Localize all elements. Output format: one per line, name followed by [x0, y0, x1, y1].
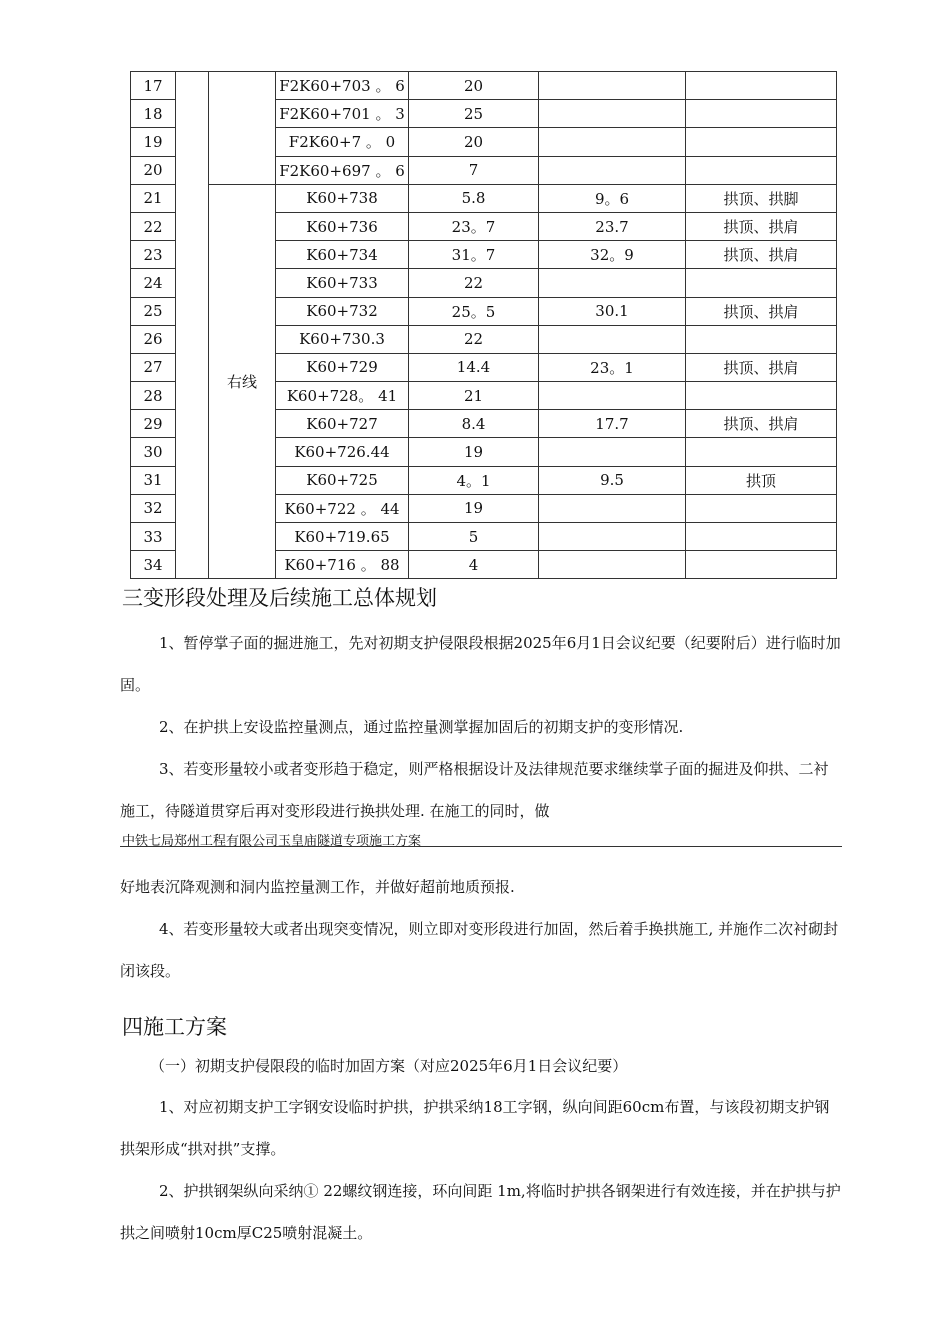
row-number-cell: 17 [131, 72, 176, 100]
value-cell-2: 23.7 [539, 212, 686, 240]
paragraph-3: 3、若变形量较小或者变形趋于稳定，则严格根据设计及法律规范要求继续掌子面的掘进及仰拱、二衬施工，待隧道贯穿后再对变形段进行换拱处理. 在施工的同时，做 [120, 760, 829, 820]
value-cell: 22 [409, 325, 539, 353]
chainage-cell: K60+722 。 44 [276, 494, 409, 522]
section-3-body [120, 622, 842, 832]
position-note-cell: 拱顶、拱脚 [686, 184, 837, 212]
table-row [131, 184, 837, 212]
value-cell: 23。7 [409, 212, 539, 240]
value-cell: 7 [409, 156, 539, 184]
position-note-cell [686, 438, 837, 466]
row-number-cell: 26 [131, 325, 176, 353]
position-note-cell [686, 325, 837, 353]
value-cell-2 [539, 325, 686, 353]
position-note-cell [686, 551, 837, 579]
value-cell: 14.4 [409, 353, 539, 381]
chainage-cell: F2K60+701 。 3 [276, 100, 409, 128]
value-cell-2 [539, 523, 686, 551]
value-cell: 5 [409, 523, 539, 551]
line-label-cell: 右线 [209, 184, 276, 579]
row-number-cell: 18 [131, 100, 176, 128]
value-cell: 21 [409, 382, 539, 410]
position-note-cell [686, 269, 837, 297]
row-number-cell: 33 [131, 523, 176, 551]
value-cell: 20 [409, 72, 539, 100]
chainage-cell: K60+727 [276, 410, 409, 438]
row-number-cell: 28 [131, 382, 176, 410]
row-number-cell: 27 [131, 353, 176, 381]
value-cell-2: 9。6 [539, 184, 686, 212]
value-cell-2: 17.7 [539, 410, 686, 438]
value-cell: 8.4 [409, 410, 539, 438]
value-cell-2 [539, 551, 686, 579]
chainage-cell: K60+730.3 [276, 325, 409, 353]
row-number-cell: 22 [131, 212, 176, 240]
chainage-cell: F2K60+7 。 0 [276, 128, 409, 156]
value-cell: 4。1 [409, 466, 539, 494]
chainage-cell: K60+716 。 88 [276, 551, 409, 579]
position-note-cell [686, 494, 837, 522]
value-cell-2 [539, 269, 686, 297]
value-cell: 19 [409, 438, 539, 466]
chainage-cell: K60+732 [276, 297, 409, 325]
position-note-cell [686, 156, 837, 184]
chainage-cell: K60+733 [276, 269, 409, 297]
measurement-table [130, 71, 837, 579]
line-cell-upper [209, 72, 276, 185]
position-note-cell [686, 72, 837, 100]
value-cell-2 [539, 156, 686, 184]
table-row [131, 72, 837, 100]
position-note-cell: 拱顶、拱肩 [686, 353, 837, 381]
section-4-body [120, 1086, 842, 1254]
value-cell: 20 [409, 128, 539, 156]
section-4-paragraph-2: 2、护拱钢架纵向采纳① 22螺纹钢连接，环向间距 1m,将临时护拱各钢架进行有效连接，并在护拱与护拱之间喷射10cm厚C25喷射混凝土。 [120, 1182, 841, 1242]
position-note-cell: 拱顶、拱肩 [686, 241, 837, 269]
paragraph-3-end: 好地表沉降观测和洞内监控量测工作，并做好超前地质预报. [120, 878, 515, 896]
value-cell: 31。7 [409, 241, 539, 269]
position-note-cell: 拱顶 [686, 466, 837, 494]
position-note-cell [686, 382, 837, 410]
value-cell: 25 [409, 100, 539, 128]
value-cell-2: 30.1 [539, 297, 686, 325]
paragraph-4: 4、若变形量较大或者出现突变情况，则立即对变形段进行加固，然后着手换拱施工, 并施作二次衬砌封闭该段。 [120, 920, 839, 980]
row-number-cell: 25 [131, 297, 176, 325]
value-cell-2 [539, 382, 686, 410]
section-3-body-continued [120, 866, 842, 992]
section-4-heading: 四施工方案 [122, 1015, 227, 1039]
position-note-cell: 拱顶、拱肩 [686, 212, 837, 240]
row-number-cell: 19 [131, 128, 176, 156]
chainage-cell: K60+736 [276, 212, 409, 240]
row-number-cell: 31 [131, 466, 176, 494]
row-number-cell: 24 [131, 269, 176, 297]
value-cell-2: 23。1 [539, 353, 686, 381]
chainage-cell: K60+738 [276, 184, 409, 212]
row-number-cell: 34 [131, 551, 176, 579]
value-cell: 4 [409, 551, 539, 579]
position-note-cell [686, 523, 837, 551]
subsection-1-title: （一）初期支护侵限段的临时加固方案（对应2025年6月1日会议纪要） [150, 1057, 628, 1075]
chainage-cell: F2K60+697 。 6 [276, 156, 409, 184]
value-cell: 19 [409, 494, 539, 522]
row-number-cell: 30 [131, 438, 176, 466]
chainage-cell: K60+719.65 [276, 523, 409, 551]
section-4-paragraph-1: 1、对应初期支护工字钢安设临时护拱，护拱采纳18工字钢，纵向间距60cm布置，与该段初期支护钢拱架形成“拱对拱”支撑。 [120, 1098, 830, 1158]
value-cell-2: 9.5 [539, 466, 686, 494]
row-number-cell: 32 [131, 494, 176, 522]
chainage-cell: K60+725 [276, 466, 409, 494]
value-cell-2 [539, 100, 686, 128]
blank-column-cell [176, 72, 209, 579]
chainage-cell: K60+729 [276, 353, 409, 381]
position-note-cell [686, 128, 837, 156]
value-cell-2 [539, 72, 686, 100]
row-number-cell: 20 [131, 156, 176, 184]
position-note-cell: 拱顶、拱肩 [686, 297, 837, 325]
value-cell: 5.8 [409, 184, 539, 212]
value-cell-2: 32。9 [539, 241, 686, 269]
position-note-cell [686, 100, 837, 128]
section-3-heading: 三变形段处理及后续施工总体规划 [122, 586, 437, 610]
value-cell-2 [539, 494, 686, 522]
value-cell: 25。5 [409, 297, 539, 325]
footer-divider [120, 846, 842, 847]
position-note-cell: 拱顶、拱肩 [686, 410, 837, 438]
paragraph-1: 1、暂停掌子面的掘进施工，先对初期支护侵限段根据2025年6月1日会议纪要（纪要附后）进行临时加固。 [120, 634, 841, 694]
chainage-cell: K60+728。 41 [276, 382, 409, 410]
chainage-cell: F2K60+703 。 6 [276, 72, 409, 100]
value-cell-2 [539, 438, 686, 466]
row-number-cell: 23 [131, 241, 176, 269]
paragraph-2: 2、在护拱上安设监控量测点，通过监控量测掌握加固后的初期支护的变形情况. [159, 718, 684, 736]
chainage-cell: K60+734 [276, 241, 409, 269]
page-footer: 中铁七局郑州工程有限公司玉皇庙隧道专项施工方案 [122, 834, 422, 849]
chainage-cell: K60+726.44 [276, 438, 409, 466]
value-cell-2 [539, 128, 686, 156]
row-number-cell: 29 [131, 410, 176, 438]
value-cell: 22 [409, 269, 539, 297]
row-number-cell: 21 [131, 184, 176, 212]
